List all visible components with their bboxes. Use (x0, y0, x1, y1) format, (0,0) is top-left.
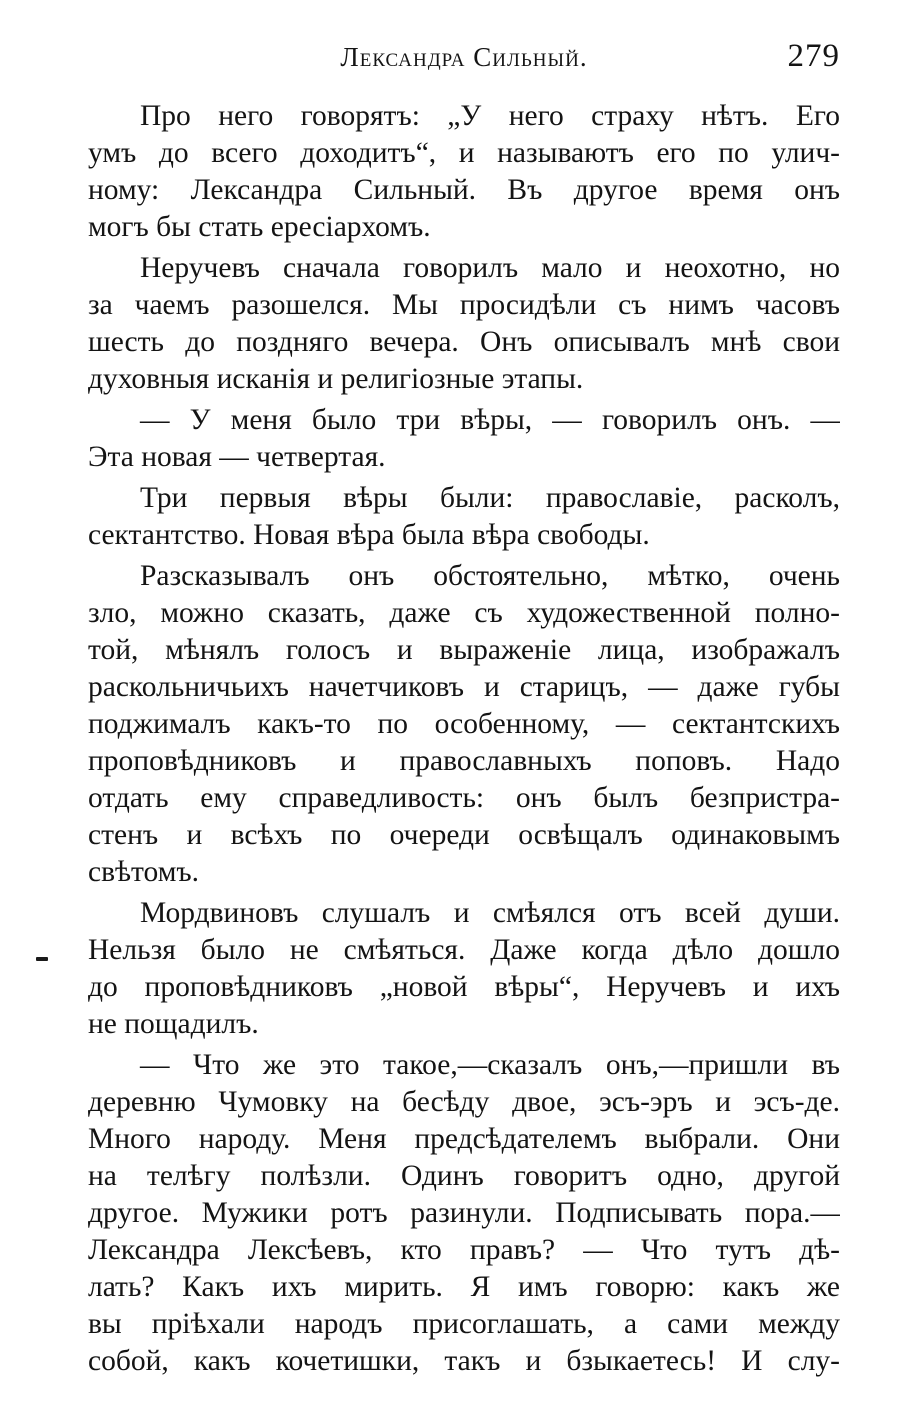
text-line: собой, какъ кочетишки, такъ и бзыкаетесь! И слу- (88, 1345, 840, 1377)
text-line: шесть до поздняго вечера. Онъ описывалъ мнѣ свои (88, 326, 840, 358)
text-line: духовныя исканія и религіозные этапы. (88, 363, 584, 395)
paragraph (88, 480, 840, 554)
margin-ink-mark (36, 957, 48, 961)
paragraph (88, 558, 840, 891)
text-line: Три первыя вѣры были: православіе, расколъ, (140, 482, 840, 514)
paragraph (88, 402, 840, 476)
text-line: Лександра Лексѣевъ, кто правъ? — Что тутъ дѣ- (88, 1234, 840, 1266)
running-title: Лександра Сильный. (340, 42, 588, 72)
paragraph (88, 98, 840, 246)
text-line: — У меня было три вѣры, — говорилъ онъ. — (140, 404, 840, 436)
text-line: поджималъ какъ-то по особенному, — сектантскихъ (88, 708, 840, 740)
text-line: деревню Чумовку на бесѣду двое, эсъ-эръ и эсъ-де. (88, 1086, 840, 1118)
text-line: за чаемъ разошелся. Мы просидѣли съ нимъ часовъ (88, 289, 840, 321)
text-line: другое. Мужики ротъ разинули. Подписывать пора.— (88, 1197, 840, 1229)
text-line: лать? Какъ ихъ мирить. Я имъ говорю: какъ же (88, 1271, 840, 1303)
text-line: Мордвиновъ слушалъ и смѣялся отъ всей души. (140, 897, 840, 929)
paragraph (88, 1047, 840, 1380)
text-line: той, мѣнялъ голосъ и выраженіе лица, изображалъ (88, 634, 840, 666)
text-line: Эта новая — четвертая. (88, 441, 386, 473)
text-line: Разсказывалъ онъ обстоятельно, мѣтко, очень (140, 560, 840, 592)
text-line: Много народу. Меня предсѣдателемъ выбрали. Они (88, 1123, 840, 1155)
text-line: Про него говорятъ: „У него страху нѣтъ. Его (140, 100, 840, 132)
text-line: Нельзя было не смѣяться. Даже когда дѣло дошло (88, 934, 840, 966)
text-line: на телѣгу полѣзли. Одинъ говоритъ одно, другой (88, 1160, 840, 1192)
text-line: не пощадилъ. (88, 1008, 259, 1040)
page-header (88, 36, 840, 80)
text-line: до проповѣдниковъ „новой вѣры“, Неручевъ и ихъ (88, 971, 840, 1003)
text-line: раскольничьихъ начетчиковъ и старицъ, — даже губы (88, 671, 840, 703)
paragraph (88, 250, 840, 398)
text-line: зло, можно сказать, даже съ художественной полно- (88, 597, 840, 629)
text-line: Неручевъ сначала говорилъ мало и неохотно, но (140, 252, 840, 284)
text-line: проповѣдниковъ и православныхъ поповъ. Надо (88, 745, 840, 777)
text-line: — Что же это такое,—сказалъ онъ,—пришли въ (140, 1049, 840, 1081)
text-line: сектантство. Новая вѣра была вѣра свободы. (88, 519, 650, 551)
text-line: свѣтомъ. (88, 856, 200, 888)
text-line: ному: Лександра Сильный. Въ другое время онъ (88, 174, 840, 206)
text-line: стенъ и всѣхъ по очереди освѣщалъ одинаковымъ (88, 819, 840, 851)
page-number: 279 (787, 38, 840, 74)
text-line: умъ до всего доходитъ“, и называютъ его по улич- (88, 137, 840, 169)
text-line: могъ бы стать ересіархомъ. (88, 211, 431, 243)
text-line: вы пріѣхали народъ присоглашать, а сами между (88, 1308, 840, 1340)
text-line: отдать ему справедливость: онъ былъ безпристра- (88, 782, 840, 814)
body-text (88, 98, 840, 1380)
paragraph (88, 895, 840, 1043)
